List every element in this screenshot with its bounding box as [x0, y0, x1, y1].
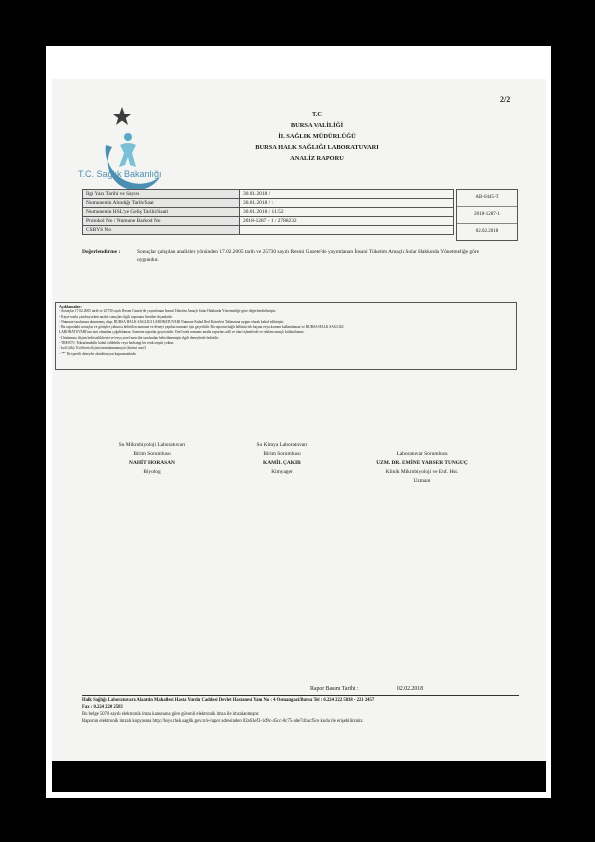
- signature-unit: Su Mikrobiyoloji Laboratuvarı: [118, 442, 186, 448]
- scan-bottom-band: [52, 761, 546, 792]
- signature-microbiology: [82, 441, 222, 477]
- notes-box: [55, 302, 517, 370]
- ministry-crescent-star-logo: [90, 105, 170, 197]
- info-value: [240, 226, 454, 235]
- note-line: - Bu rapordaki sonuçlar ve görüşler yalnızca belirtilen numune ve deneyi yapılan numune için geçerlidir. Bu raporun bağlı bölümü tek başına veya kısmen kullanılamaz ve BURSA HALK SAĞLIĞI: [59, 325, 344, 330]
- info-label: CSBYS No: [83, 226, 240, 235]
- info-label: İlgi Yazı Tarihi ve Sayısı: [83, 190, 240, 199]
- footer-verify-link: Raporun elektronik imzalı kopyasına http://hsys.thsk.saglik.gov.tr/e-rapor adresinden 02a63ef3-1d9c-45cc-8c75-abe7d1acf5ce kodu ile erişebilirsiniz.: [82, 719, 364, 724]
- signature-unit: Su Kimya Laboratuvarı: [256, 442, 308, 448]
- report-code: AB-0445-T: [475, 195, 499, 200]
- note-line: - Numune tarafımıza alınmamış olup, BURSA HALK SAĞLIĞI LABORATUVARI Numune Kabul Red Kriterleri Talimatına uygun olarak kabul edilmiştir.: [59, 319, 285, 324]
- table-row: [83, 226, 454, 235]
- protocol-code: 2018-1287-1: [457, 206, 517, 223]
- report-date-box: 02.02.2018: [457, 223, 517, 240]
- signature-lab-head: [352, 450, 492, 486]
- evaluation-label: Değerlendirme :: [82, 249, 121, 255]
- table-row: [83, 190, 454, 199]
- note-line: - TRESTV: Tekrarlanabilir kabul edilebilir veya herhangi bir renk tespiti yoktur.: [59, 341, 175, 346]
- report-footer: [82, 697, 519, 725]
- signature-title-extra: Uzmanı: [413, 478, 431, 484]
- header-line: T.C: [311, 111, 322, 118]
- footer-fax: Fax : 0.224 220 2583: [82, 705, 123, 710]
- report-header: [202, 109, 432, 164]
- print-date-value: 02.02.2018: [397, 686, 424, 692]
- table-row: [83, 208, 454, 217]
- sample-info-table: [82, 189, 454, 235]
- header-line: İL SAĞLIK MÜDÜRLÜĞÜ: [278, 133, 356, 140]
- table-row: [83, 217, 454, 226]
- signature-title: Kimyager: [271, 469, 293, 475]
- note-line: - Ortalaması ölçüm belirsizliklerini ve/veya yerel merciler tarafından belirtilmemiştir ilgili deneylerde belirtilir.: [59, 335, 220, 340]
- header-line: BURSA VALİLİĞİ: [290, 122, 344, 129]
- note-line: LABORATUVARI'nın izni olmadan çoğaltılamaz. İstenene raporlar geçersizdir. Özel istek numune analiz raporları adli ve idari işlemlerde ve reklam amaçlı kullanılamaz.: [59, 330, 305, 335]
- ministry-logo-text: T.C. Sağlık Bakanlığı: [78, 169, 162, 179]
- note-line: - "*" İle işaretli deneyler akreditasyon kapsamındadır.: [59, 351, 137, 356]
- signature-chemistry: [212, 441, 352, 477]
- info-label: Protokol No / Numune Barkod No: [83, 217, 240, 226]
- signature-role: Birim Sorumlusu: [263, 451, 301, 457]
- signature-title: Biyolog: [143, 469, 161, 475]
- info-value: 30.01.2018 /: [240, 190, 454, 199]
- note-line: - koli (clk): Koliform ölçüm tanımlanmamıştır (birinci sınıf): [59, 346, 146, 351]
- signature-role: Laboratuvar Sorumlusu: [396, 451, 448, 457]
- signature-name: NAHİT HORASAN: [129, 460, 175, 466]
- footer-address: Halk Sağlığı Laboratuvarı:Alaattin Mahallesi Hasta Yurdu Caddesi Devlet Hastanesi Yanı No : 4 Osmangazi/Bursa Tel : 0.224 222 5838 - 221 2457: [82, 698, 375, 703]
- signature-name: UZM. DR. EMİNE YARSER TUNGUÇ: [376, 460, 468, 466]
- footer-divider: [82, 695, 519, 696]
- info-value: 2018-1287 - 1 / 2788232: [240, 217, 454, 226]
- signature-title: Klinik Mikrobiyoloji ve Enf. Hst.: [385, 469, 459, 475]
- info-value: 30.01.2018 / 11:52: [240, 208, 454, 217]
- note-line: - Kayıt-sonlu yazdırıyorken analiz sonuçları ilgili raporunu limitleri dışındadır.: [59, 314, 173, 319]
- table-row: [83, 199, 454, 208]
- signature-role: Birim Sorumlusu: [133, 451, 171, 457]
- header-line: ANALİZ RAPORU: [290, 155, 344, 162]
- info-label: Numunenin HSL'ye Geliş Tarihi/Saati: [83, 208, 240, 217]
- page-number: 2/2: [500, 95, 511, 104]
- print-date-label: Rapor Basım Tarihi :: [310, 686, 359, 692]
- info-label: Numunenin Alındığı Tarih/Saat: [83, 199, 240, 208]
- signature-name: KAMİL ÇAKIR: [263, 460, 301, 466]
- notes-title: Açıklamalar:: [59, 304, 82, 309]
- evaluation-text: Sonuçlar çalışılan analizler yönünden 17.02.2005 tarih ve 25730 sayılı Resmi Gazete'de yayımlanan İnsani Tüketim Amaçlı Sular Hakkında Yönetmeliğe göre uygundur.: [137, 249, 479, 263]
- footer-esign-note: Bu belge 5070 sayılı elektronik imza kanununa göre güvenli elektronik imza ile imzalanmıştır.: [82, 712, 260, 717]
- info-value: 30.01.2018 / :: [240, 199, 454, 208]
- header-line: BURSA HALK SAĞLIĞI LABORATUVARI: [255, 144, 379, 151]
- note-line: - Sonuçlar 17.02.2005 tarih ve 25730 sayılı Resmi Gazete'de yayımlanan İnsani Tüketim Amaçlı Sular Hakkında Yönetmeliğe göre değerlendirilmiştir.: [59, 309, 277, 314]
- scanned-report-page: [52, 79, 546, 761]
- report-code-box: [456, 189, 518, 241]
